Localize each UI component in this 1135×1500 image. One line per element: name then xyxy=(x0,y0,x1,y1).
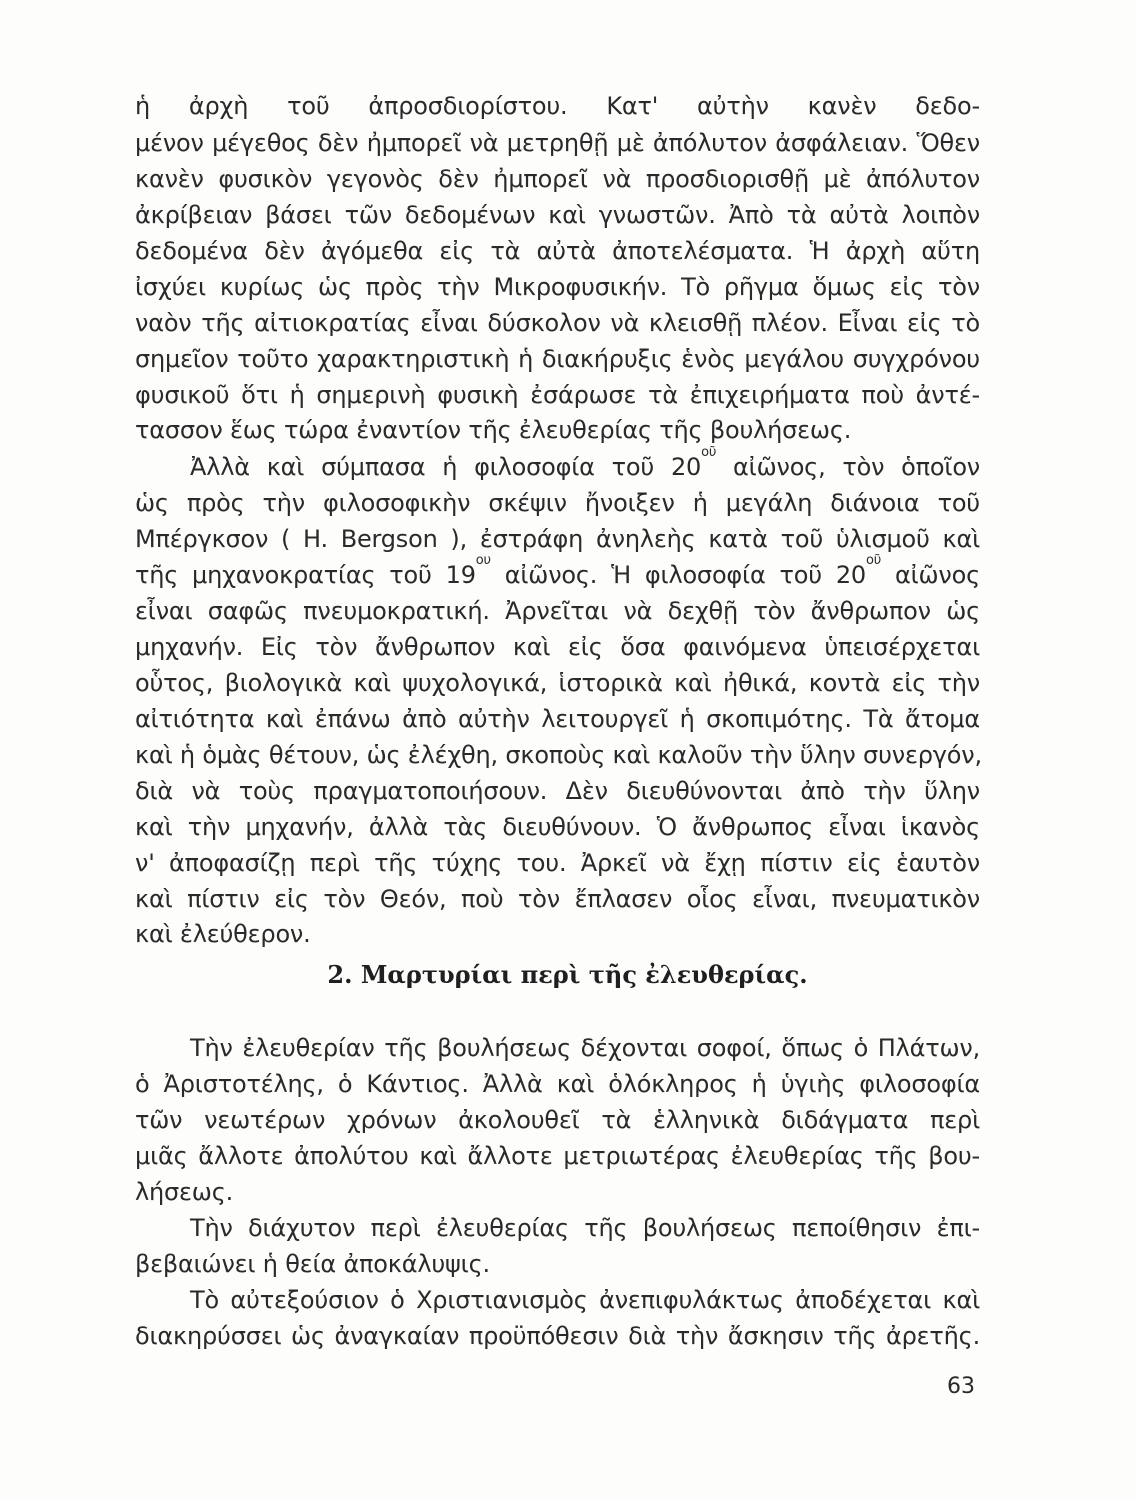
text-line: διὰ νὰ τοὺς πραγματοποιήσουν. Δὲν διευθύνονται ἀπὸ τὴν ὕλην xyxy=(135,777,980,805)
text-line: οὗτος, βιολογικὰ καὶ ψυχολογικά, ἱστορικὰ καὶ ἠθικά, κοντὰ εἰς τὴν xyxy=(135,669,980,697)
page-number: 63 xyxy=(947,1374,975,1399)
text-line: Ἀλλὰ καὶ σύμπασα ἡ φιλοσοφία τοῦ $20^{oῦ}$ αἰῶνος, τὸν ὁποῖον xyxy=(190,445,981,481)
text-line: φυσικοῦ ὅτι ἡ σημερινὴ φυσικὴ ἐσάρωσε τὰ ἐπιχειρήματα ποὺ ἀντέ- xyxy=(135,381,980,409)
text-line: ἀκρίβειαν βάσει τῶν δεδομένων καὶ γνωστῶν. Ἀπὸ τὰ αὐτὰ λοιπὸν xyxy=(135,201,980,229)
text-line: κανὲν φυσικὸν γεγονὸς δὲν ἠμπορεῖ νὰ προσδιορισθῇ μὲ ἀπόλυτον xyxy=(135,165,980,193)
text-line: καὶ ἐλεύθερον. xyxy=(135,920,311,948)
text-line: διακηρύσσει ὡς ἀναγκαίαν προϋπόθεσιν διὰ τὴν ἄσκησιν τῆς ἀρετῆς. xyxy=(135,1322,980,1350)
text-line: μένον μέγεθος δὲν ἠμπορεῖ νὰ μετρηθῇ μὲ ἀπόλυτον ἀσφάλειαν. Ὅθεν xyxy=(135,129,980,157)
text-line: σημεῖον τοῦτο χαρακτηριστικὴ ἡ διακήρυξις ἑνὸς μεγάλου συγχρόνου xyxy=(135,345,980,373)
text-line: Τὴν ἐλευθερίαν τῆς βουλήσεως δέχονται σοφοί, ὅπως ὁ Πλάτων, xyxy=(190,1034,980,1062)
text-line: ἡ ἀρχὴ τοῦ ἀπροσδιορίστου. Κατ' αὐτὴν κανὲν δεδο- xyxy=(135,92,980,120)
text-line: ναὸν τῆς αἰτιοκρατίας εἶναι δύσκολον νὰ κλεισθῇ πλέον. Εἶναι εἰς τὸ xyxy=(135,309,980,337)
text-line: εἶναι σαφῶς πνευμοκρατική. Ἀρνεῖται νὰ δεχθῇ τὸν ἄνθρωπον ὡς xyxy=(135,597,980,625)
text-line: τῆς μηχανοκρατίας τοῦ $19^{o\upsilon}$ αἰῶνος. Ἡ φιλοσοφία τοῦ $20^{oῦ}$ αἰῶνος xyxy=(135,553,980,589)
text-line: ὁ Ἀριστοτέλης, ὁ Κάντιος. Ἀλλὰ καὶ ὁλόκληρος ἡ ὑγιὴς φιλοσοφία xyxy=(135,1070,980,1098)
text-line: βεβαιώνει ἡ θεία ἀποκάλυψις. xyxy=(135,1250,490,1278)
text-line: λήσεως. xyxy=(135,1178,234,1206)
text-line: ν' ἀποφασίζῃ περὶ τῆς τύχης του. Ἀρκεῖ νὰ ἔχῃ πίστιν εἰς ἑαυτὸν xyxy=(135,849,980,877)
text-line: Μπέργκσον ( H. Bergson ), ἐστράφη ἀνηλεὴς κατὰ τοῦ ὑλισμοῦ καὶ xyxy=(135,525,980,553)
text-line: καὶ τὴν μηχανήν, ἀλλὰ τὰς διευθύνουν. Ὁ ἄνθρωπος εἶναι ἱκανὸς xyxy=(135,813,980,841)
text-line: ὡς πρὸς τὴν φιλοσοφικὴν σκέψιν ἤνοιξεν ἡ μεγάλη διάνοια τοῦ xyxy=(135,489,980,517)
text-line: δεδομένα δὲν ἀγόμεθα εἰς τὰ αὐτὰ ἀποτελέσματα. Ἡ ἀρχὴ αὕτη xyxy=(135,237,980,265)
section-heading: 2. Μαρτυρίαι περὶ τῆς ἐλευθερίας. xyxy=(327,960,808,989)
text-line: τῶν νεωτέρων χρόνων ἀκολουθεῖ τὰ ἑλληνικὰ διδάγματα περὶ xyxy=(135,1106,980,1134)
text-line: Τὸ αὐτεξούσιον ὁ Χριστιανισμὸς ἀνεπιφυλάκτως ἀποδέχεται καὶ xyxy=(190,1286,980,1314)
text-line: καὶ ἡ ὁμὰς θέτουν, ὡς ἐλέχθη, σκοποὺς καὶ καλοῦν τὴν ὕλην συνεργόν, xyxy=(135,741,982,769)
text-line: μιᾶς ἄλλοτε ἀπολύτου καὶ ἄλλοτε μετριωτέρας ἐλευθερίας τῆς βου- xyxy=(135,1142,980,1170)
text-line: ἰσχύει κυρίως ὡς πρὸς τὴν Μικροφυσικήν. Τὸ ρῆγμα ὅμως εἰς τὸν xyxy=(135,273,980,301)
text-line: αἰτιότητα καὶ ἐπάνω ἀπὸ αὐτὴν λειτουργεῖ ἡ σκοπιμότης. Τὰ ἄτομα xyxy=(135,705,980,733)
text-line: καὶ πίστιν εἰς τὸν Θεόν, ποὺ τὸν ἔπλασεν οἷος εἶναι, πνευματικὸν xyxy=(135,885,980,913)
text-line: τασσον ἕως τώρα ἐναντίον τῆς ἐλευθερίας τῆς βουλήσεως. xyxy=(135,416,852,444)
text-line: Τὴν διάχυτον περὶ ἐλευθερίας τῆς βουλήσεως πεποίθησιν ἐπι- xyxy=(190,1214,980,1242)
text-line: μηχανήν. Εἰς τὸν ἄνθρωπον καὶ εἰς ὅσα φαινόμενα ὑπεισέρχεται xyxy=(135,633,980,661)
